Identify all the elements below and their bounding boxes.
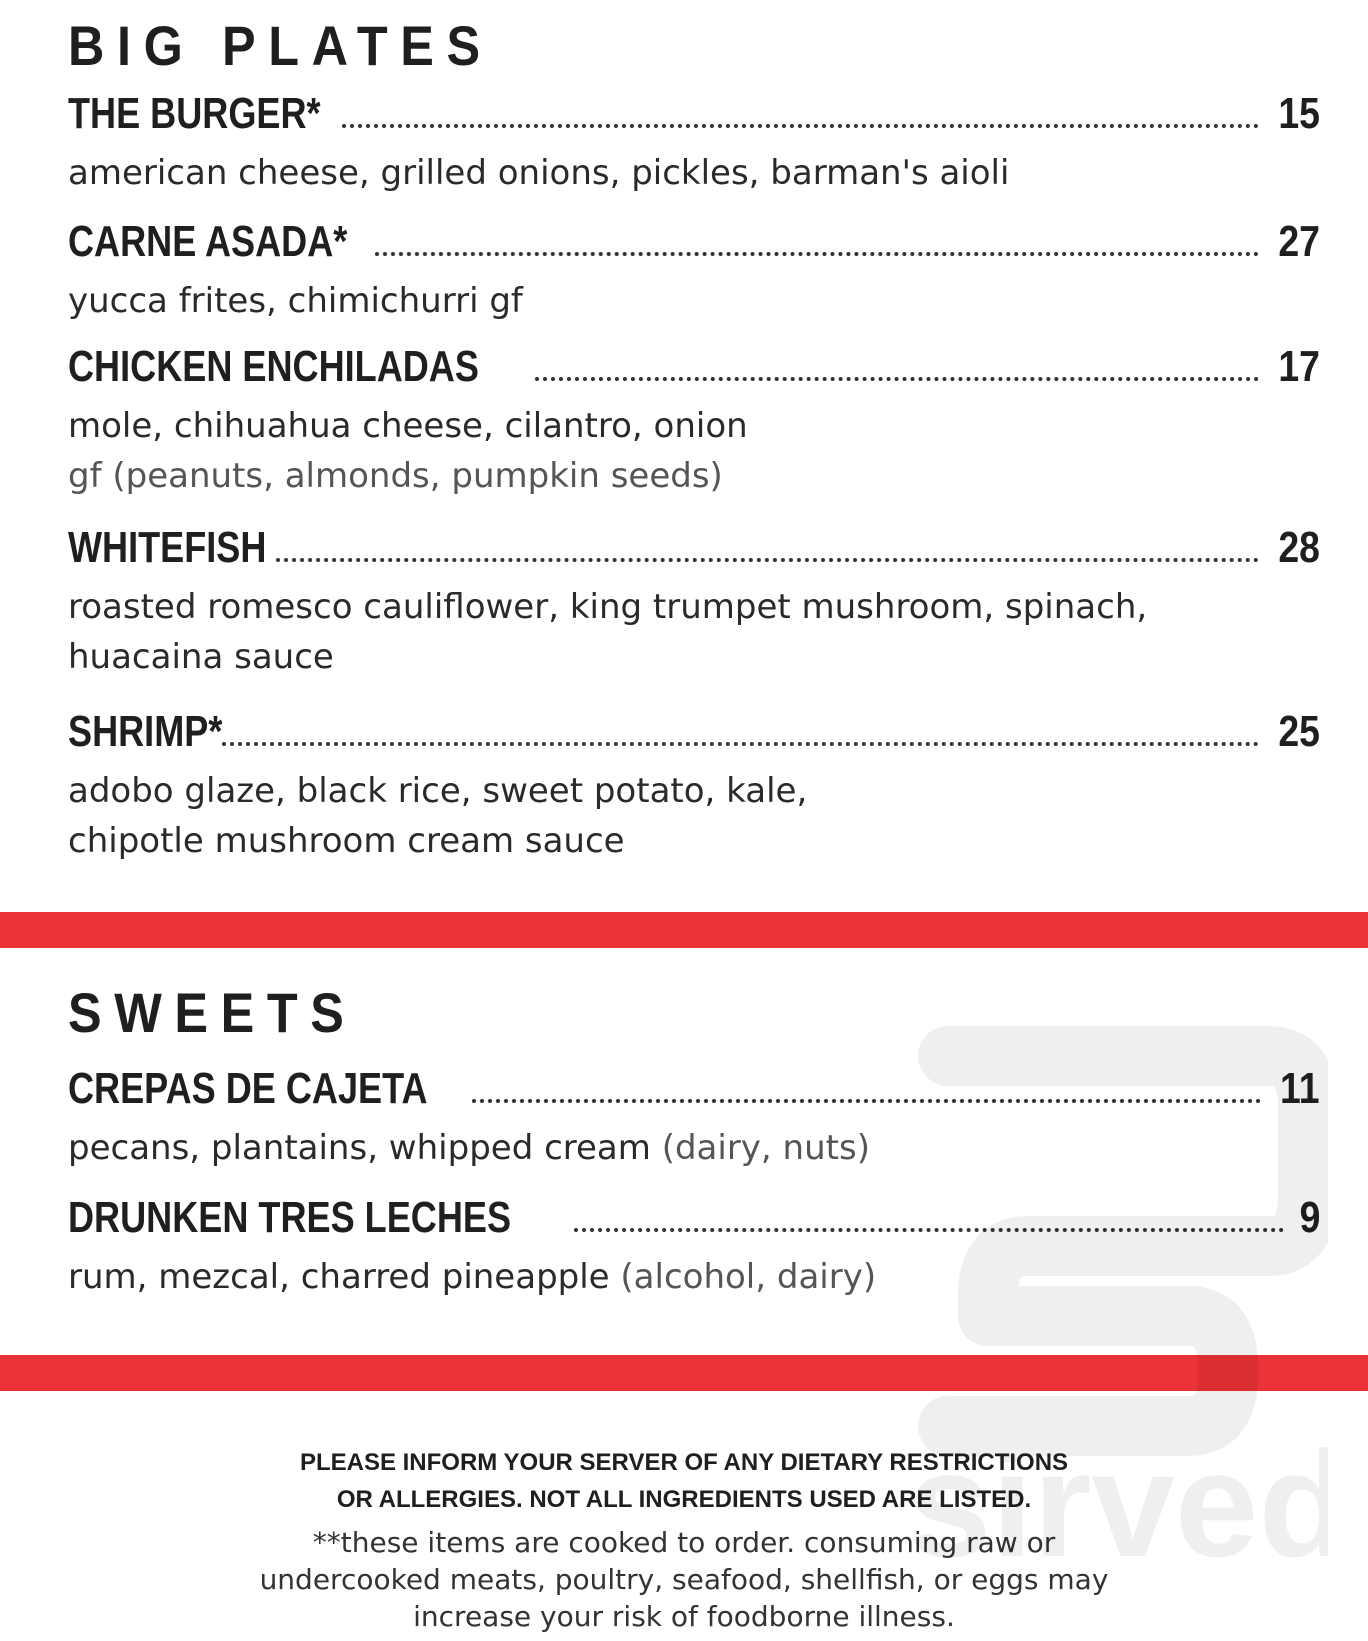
dot-leader xyxy=(472,1099,1261,1103)
dot-leader xyxy=(375,252,1259,256)
item-price: 28 xyxy=(1278,523,1320,572)
item-description: huacaina sauce xyxy=(68,637,334,677)
section-divider xyxy=(0,912,1368,948)
item-description-line xyxy=(68,1123,1320,1173)
item-description: american cheese, grilled onions, pickles, barman's aioli xyxy=(68,153,1010,193)
item-description: pecans, plantains, whipped cream xyxy=(68,1128,651,1168)
item-name: DRUNKEN TRES LECHES xyxy=(68,1193,512,1242)
disclaimer-line: **these items are cooked to order. consuming raw or xyxy=(312,1526,1056,1559)
menu-item-crepas xyxy=(68,1064,1320,1173)
sweets-title: SWEETS xyxy=(68,981,357,1044)
notice-line: PLEASE INFORM YOUR SERVER OF ANY DIETARY RESTRICTIONS xyxy=(299,1449,1069,1476)
item-price: 9 xyxy=(1299,1193,1320,1242)
dot-leader xyxy=(222,742,1259,746)
item-price: 15 xyxy=(1278,89,1320,138)
item-description: roasted romesco cauliflower, king trumpet mushroom, spinach, xyxy=(68,587,1148,627)
item-description: chipotle mushroom cream sauce xyxy=(68,821,625,861)
dot-leader xyxy=(535,377,1259,381)
item-description: adobo glaze, black rice, sweet potato, kale, xyxy=(68,771,808,811)
menu-item-chicken-enchiladas xyxy=(68,342,1320,501)
section-divider xyxy=(0,1355,1368,1391)
item-price: 17 xyxy=(1278,342,1320,391)
item-name: CARNE ASADA* xyxy=(68,217,348,266)
item-description: rum, mezcal, charred pineapple xyxy=(68,1257,610,1297)
item-name: WHITEFISH xyxy=(68,523,267,572)
menu-item-burger xyxy=(68,89,1320,198)
item-price: 11 xyxy=(1280,1064,1320,1113)
item-name: CREPAS DE CAJETA xyxy=(68,1064,428,1113)
item-name: THE BURGER* xyxy=(68,89,321,138)
menu-item-carne-asada xyxy=(68,217,1320,326)
dot-leader xyxy=(276,558,1259,562)
disclaimer-line: increase your risk of foodborne illness. xyxy=(413,1600,955,1633)
item-allergen-note: (dairy, nuts) xyxy=(661,1128,870,1168)
big-plates-title: BIG PLATES xyxy=(68,14,493,77)
item-name: CHICKEN ENCHILADAS xyxy=(68,342,479,391)
item-description: yucca frites, chimichurri gf xyxy=(68,281,523,321)
dot-leader xyxy=(342,124,1259,128)
item-price: 27 xyxy=(1278,217,1320,266)
menu-item-shrimp xyxy=(68,707,1320,866)
item-description: mole, chihuahua cheese, cilantro, onion xyxy=(68,406,748,446)
dot-leader xyxy=(574,1228,1283,1232)
notice-line: OR ALLERGIES. NOT ALL INGREDIENTS USED ARE LISTED. xyxy=(336,1486,1032,1513)
item-allergen-note: gf (peanuts, almonds, pumpkin seeds) xyxy=(68,456,723,496)
dietary-notice xyxy=(0,1444,1368,1518)
item-description-line xyxy=(68,1252,1320,1302)
item-allergen-note: (alcohol, dairy) xyxy=(620,1257,877,1297)
item-name: SHRIMP* xyxy=(68,707,223,756)
menu-item-tres-leches xyxy=(68,1193,1320,1302)
item-price: 25 xyxy=(1278,707,1320,756)
raw-food-disclaimer xyxy=(0,1524,1368,1635)
watermark-text: sirved xyxy=(908,1420,1328,1576)
menu-item-whitefish xyxy=(68,523,1320,682)
disclaimer-line: undercooked meats, poultry, seafood, shellfish, or eggs may xyxy=(259,1563,1109,1596)
